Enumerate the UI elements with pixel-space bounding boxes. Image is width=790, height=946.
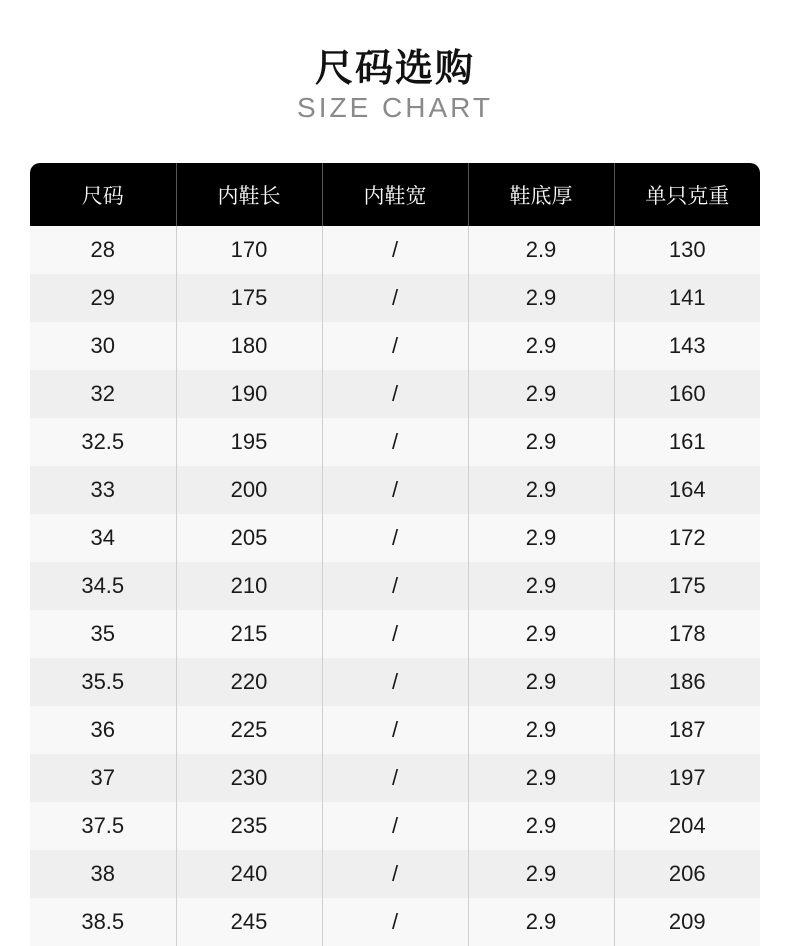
cell-single-weight: 186 [614,658,760,706]
cell-inner-length: 175 [176,274,322,322]
cell-inner-length: 200 [176,466,322,514]
cell-single-weight: 206 [614,850,760,898]
page-subtitle: SIZE CHART [297,92,493,123]
cell-single-weight: 160 [614,370,760,418]
cell-sole-thickness: 2.9 [468,802,614,850]
cell-sole-thickness: 2.9 [468,514,614,562]
cell-inner-width: / [322,610,468,658]
cell-single-weight: 197 [614,754,760,802]
cell-sole-thickness: 2.9 [468,370,614,418]
cell-inner-width: / [322,370,468,418]
cell-inner-length: 215 [176,610,322,658]
cell-inner-length: 235 [176,802,322,850]
cell-size: 36 [30,706,176,754]
table-row [30,658,760,706]
cell-size: 38 [30,850,176,898]
table-body [30,226,760,946]
size-chart-table-container [30,163,760,946]
cell-single-weight: 187 [614,706,760,754]
cell-inner-width: / [322,754,468,802]
table-row [30,274,760,322]
table-row [30,706,760,754]
cell-inner-width: / [322,514,468,562]
table-row [30,898,760,946]
cell-sole-thickness: 2.9 [468,226,614,274]
table-row [30,562,760,610]
cell-inner-length: 220 [176,658,322,706]
cell-size: 29 [30,274,176,322]
column-header-inner-width: 内鞋宽 [322,163,468,226]
cell-inner-length: 180 [176,322,322,370]
table-row [30,418,760,466]
cell-inner-width: / [322,898,468,946]
table-row [30,322,760,370]
cell-sole-thickness: 2.9 [468,850,614,898]
cell-size: 32 [30,370,176,418]
cell-single-weight: 175 [614,562,760,610]
column-header-single-weight: 单只克重 [614,163,760,226]
cell-size: 34.5 [30,562,176,610]
cell-sole-thickness: 2.9 [468,466,614,514]
cell-inner-width: / [322,466,468,514]
cell-single-weight: 204 [614,802,760,850]
cell-sole-thickness: 2.9 [468,754,614,802]
cell-inner-length: 170 [176,226,322,274]
column-header-sole-thickness: 鞋底厚 [468,163,614,226]
cell-size: 37.5 [30,802,176,850]
cell-size: 37 [30,754,176,802]
column-header-size: 尺码 [30,163,176,226]
cell-inner-width: / [322,226,468,274]
cell-size: 30 [30,322,176,370]
cell-inner-width: / [322,706,468,754]
cell-single-weight: 161 [614,418,760,466]
cell-single-weight: 130 [614,226,760,274]
table-row [30,754,760,802]
cell-inner-width: / [322,850,468,898]
cell-inner-length: 210 [176,562,322,610]
cell-single-weight: 172 [614,514,760,562]
cell-inner-length: 205 [176,514,322,562]
cell-single-weight: 143 [614,322,760,370]
cell-sole-thickness: 2.9 [468,562,614,610]
table-row [30,802,760,850]
table-row [30,226,760,274]
cell-inner-width: / [322,658,468,706]
size-chart-table [30,163,760,946]
cell-size: 32.5 [30,418,176,466]
cell-sole-thickness: 2.9 [468,322,614,370]
cell-size: 33 [30,466,176,514]
table-row [30,370,760,418]
table-header [30,163,760,226]
cell-size: 28 [30,226,176,274]
cell-inner-width: / [322,562,468,610]
table-row [30,466,760,514]
table-header-row [30,163,760,226]
cell-inner-length: 190 [176,370,322,418]
cell-inner-width: / [322,802,468,850]
cell-sole-thickness: 2.9 [468,898,614,946]
cell-single-weight: 209 [614,898,760,946]
table-row [30,610,760,658]
cell-sole-thickness: 2.9 [468,418,614,466]
cell-inner-width: / [322,322,468,370]
cell-sole-thickness: 2.9 [468,706,614,754]
cell-inner-length: 240 [176,850,322,898]
column-header-inner-length: 内鞋长 [176,163,322,226]
cell-inner-width: / [322,274,468,322]
cell-inner-length: 225 [176,706,322,754]
table-row [30,850,760,898]
cell-size: 35.5 [30,658,176,706]
cell-single-weight: 164 [614,466,760,514]
table-row [30,514,760,562]
cell-sole-thickness: 2.9 [468,274,614,322]
page-title: 尺码选购 [314,46,475,90]
cell-sole-thickness: 2.9 [468,658,614,706]
cell-size: 34 [30,514,176,562]
cell-inner-length: 230 [176,754,322,802]
cell-single-weight: 141 [614,274,760,322]
cell-inner-length: 195 [176,418,322,466]
cell-single-weight: 178 [614,610,760,658]
cell-size: 38.5 [30,898,176,946]
cell-inner-length: 245 [176,898,322,946]
cell-size: 35 [30,610,176,658]
cell-inner-width: / [322,418,468,466]
cell-sole-thickness: 2.9 [468,610,614,658]
